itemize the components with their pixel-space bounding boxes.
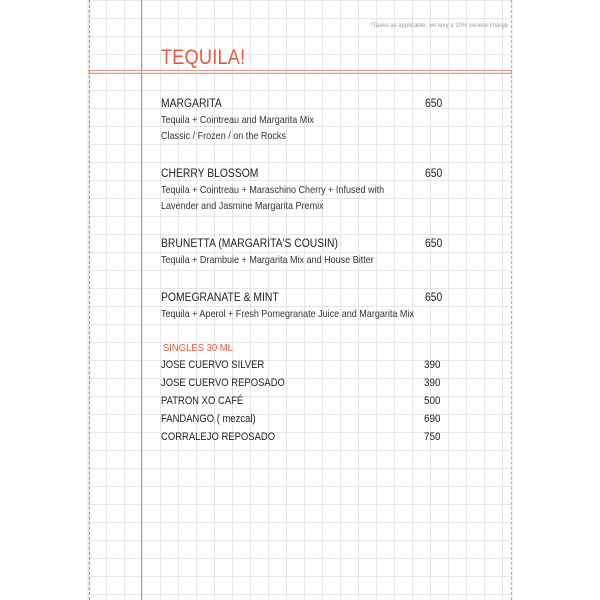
tax-note: *Taxes as applicable, we levy a 10% service charge: [370, 23, 508, 29]
single-row: [161, 357, 451, 374]
item-name: BRUNETTA (MARGARITA'S COUSIN): [161, 238, 338, 250]
menu-item: [161, 96, 451, 144]
item-price: 650: [425, 98, 443, 110]
single-row: [161, 393, 451, 410]
page-title: TEQUILA!: [161, 46, 246, 69]
single-price: 390: [424, 377, 441, 389]
single-price: 390: [424, 359, 441, 371]
item-price: 650: [425, 238, 443, 250]
item-description: Tequila + Cointreau + Maraschino Cherry + Infused with: [161, 184, 385, 196]
single-row: [161, 411, 451, 428]
item-price: 650: [425, 292, 443, 304]
item-description: Tequila + Drambuie + Margarita Mix and House Bitter: [161, 254, 374, 266]
single-name: FANDANGO ( mezcal): [161, 413, 256, 425]
item-name: POMEGRANATE & MINT: [161, 292, 279, 304]
title-rule-top: [88, 70, 512, 71]
margin-line: [141, 0, 142, 600]
item-price: 650: [425, 168, 443, 180]
single-price: 500: [424, 395, 441, 407]
single-name: JOSE CUERVO REPOSADO: [161, 377, 285, 389]
right-dashed-guide: [511, 0, 512, 600]
single-row: [161, 429, 451, 446]
item-description: Tequila + Cointreau and Margarita Mix: [161, 114, 314, 126]
item-description: Classic / Frozen / on the Rocks: [161, 130, 286, 142]
item-name: MARGARITA: [161, 98, 222, 110]
item-name: CHERRY BLOSSOM: [161, 168, 259, 180]
item-description: Tequila + Aperol + Fresh Pomegranate Juice and Margarita Mix: [161, 308, 414, 320]
single-name: JOSE CUERVO SILVER: [161, 359, 265, 371]
menu-item: [161, 290, 451, 322]
single-price: 690: [424, 413, 441, 425]
title-rule-bottom: [88, 73, 512, 74]
menu-item: [161, 236, 451, 268]
single-row: [161, 375, 451, 392]
single-name: CORRALEJO REPOSADO: [161, 431, 276, 443]
item-description: Lavender and Jasmine Margarita Premix: [161, 200, 324, 212]
menu-item: [161, 166, 451, 214]
single-price: 750: [424, 431, 441, 443]
single-name: PATRON XO CAFÉ: [161, 395, 244, 407]
singles-heading: SINGLES 30 ML: [163, 342, 233, 354]
left-dashed-guide: [89, 0, 90, 600]
